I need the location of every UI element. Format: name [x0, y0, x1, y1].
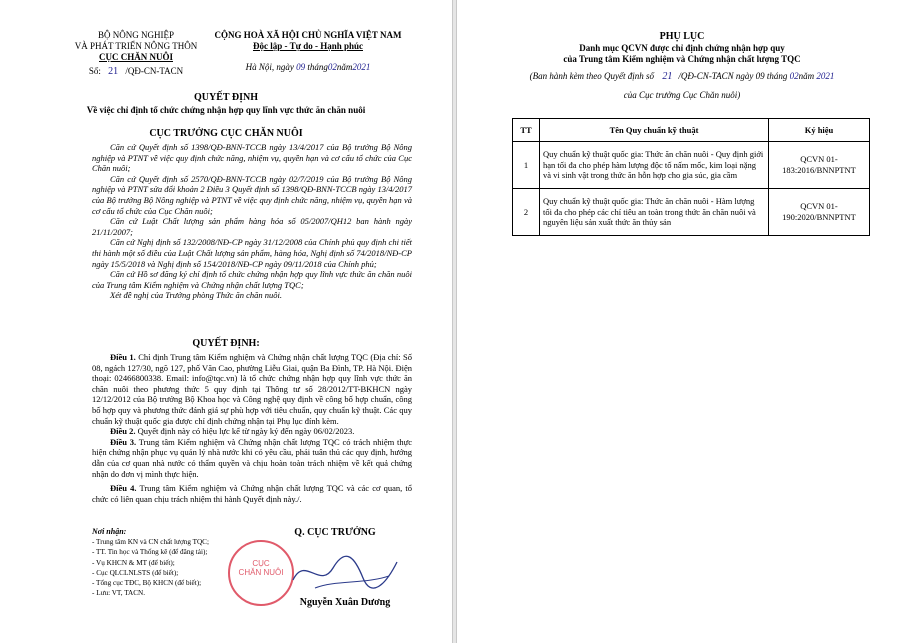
decide-heading: QUYẾT ĐỊNH: [192, 338, 260, 349]
basis-item: Căn cứ Quyết định số 2570/QĐ-BNN-TCCB ngày 02/7/2019 của Bộ trưởng Bộ Nông nghiệp và PTNT sửa đổi khoản 2 Điều 3 Quyết định số 1398/QĐ-BNN-TCCB ngày 13/4/2017 của Bộ trưởng Bộ Nông nghiệp và PTNT về việc quy định chức năng, nhiệm vụ, quyền hạn và cơ cấu tổ chức của Cục Chăn nuôi; [92, 173, 412, 216]
row-name: Quy chuẩn kỹ thuật quốc gia: Thức ăn chăn nuôi - Quy định giới hạn tối đa cho phép hàm lượng độc tố nấm mốc, kim loại nặng và vi sinh vật trong thức ăn hỗn hợp cho gia súc, gia cầm [540, 142, 769, 189]
recipient-item: - TT. Tin học và Thống kê (để đăng tải); [92, 548, 208, 557]
signer-title: Q. CỤC TRƯỞNG [294, 527, 376, 538]
row-code: QCVN 01-190:2020/BNNPTNT [769, 189, 870, 236]
basis-item: Căn cứ Hồ sơ đăng ký chỉ định tổ chức chứng nhận hợp quy lĩnh vực thức ăn chăn nuôi của Trung tâm Kiểm nghiệm và Chứng nhận chất lượng TQC; [92, 269, 412, 290]
table-row [513, 189, 870, 236]
article-4: Điều 4. Trung tâm Kiểm nghiệm và Chứng nhận chất lượng TQC và các cơ quan, tổ chức có liên quan chịu trách nhiệm thi hành Quyết định này./. [92, 483, 412, 504]
nation-title: CỘNG HOÀ XÃ HỘI CHỦ NGHĨA VIỆT NAM [214, 30, 402, 40]
motto: Độc lập - Tự do - Hạnh phúc [252, 41, 363, 51]
signer-name: Nguyễn Xuân Dương [299, 597, 391, 608]
col-header-tt: TT [513, 119, 540, 142]
recipient-item: - Trung tâm KN và CN chất lượng TQC; [92, 538, 209, 547]
article-1: Điều 1. Chỉ định Trung tâm Kiểm nghiệm và Chứng nhận chất lượng TQC (Địa chỉ: Số 08, ngách 127/30, ngõ 127, phố Văn Cao, phường Liễu Giai, quận Ba Đình, TP. Hà Nội. Điện thoại: 02466800338. Email: info@tqc.vn) là tổ chức chứng nhận hợp quy lĩnh vực thức ăn chăn nuôi theo phương thức 5 quy định tại Thông tư số 28/2012/TT-BKHCN ngày 12/12/2012 của Bộ trưởng Bộ Khoa học và Công nghệ quy định về công bố hợp chuẩn, công bố hợp quy và phương thức đánh giá sự phù hợp với tiêu chuẩn, quy chuẩn kỹ thuật. Các quy chuẩn kỹ thuật quốc gia được chỉ định chứng nhận tại Phụ lục đính kèm. [92, 352, 412, 426]
nation-block [198, 30, 418, 73]
recipient-item: - Tổng cục TĐC, Bộ KHCN (để biết); [92, 579, 202, 588]
legal-bases [92, 142, 412, 301]
col-header-code: Ký hiệu [769, 119, 870, 142]
row-tt: 2 [513, 189, 540, 236]
basis-item: Căn cứ Nghị định số 132/2008/NĐ-CP ngày 31/12/2008 của Chính phủ quy định chi tiết thi hành một số điều của Luật Chất lượng sản phẩm, hàng hóa, Nghị định số 74/2018/NĐ-CP ngày 15/5/2018 và Nghị định số 154/2018/NĐ-CP ngày 09/11/2018 của Chính phủ; [92, 237, 412, 269]
row-code: QCVN 01-183:2016/BNNPTNT [769, 142, 870, 189]
col-header-name: Tên Quy chuẩn kỹ thuật [540, 119, 769, 142]
row-tt: 1 [513, 142, 540, 189]
decision-date: Hà Nội, ngày 09 tháng02năm2021 [245, 62, 371, 72]
recipients-title: Nơi nhận: [92, 527, 127, 536]
articles [92, 352, 412, 504]
decision-number: Số: 21 /QĐ-CN-TACN [88, 66, 184, 77]
basis-item: Xét đề nghị của Trưởng phòng Thức ăn chăn nuôi. [110, 290, 282, 301]
basis-item: Căn cứ Luật Chất lượng sản phẩm hàng hóa số 05/2007/QH12 ban hành ngày 21/11/2007; [92, 216, 412, 237]
authority-title: CỤC TRƯỞNG CỤC CHĂN NUÔI [149, 128, 303, 139]
table-header-row [513, 119, 870, 142]
signature-scribble [285, 550, 405, 595]
decision-number-value: 21 [108, 66, 119, 77]
agency-line1: BỘ NÔNG NGHIỆP [98, 30, 174, 40]
doc-subject: Về việc chỉ định tổ chức chứng nhận hợp quy lĩnh vực thức ăn chăn nuôi [86, 105, 366, 115]
table-row [513, 142, 870, 189]
row-name: Quy chuẩn kỹ thuật quốc gia: Thức ăn chăn nuôi - Hàm lượng tối đa cho phép các chỉ tiêu an toàn trong thức ăn chăn nuôi và nguyên liệu sản xuất thức ăn thủy sản [540, 189, 769, 236]
agency-line2: VÀ PHÁT TRIỂN NÔNG THÔN [74, 41, 198, 51]
recipient-item: - Lưu: VT, TACN. [92, 589, 146, 598]
appendix-page [456, 0, 906, 643]
article-3: Điều 3. Trung tâm Kiểm nghiệm và Chứng nhận chất lượng TQC có trách nhiệm thực hiện chứng nhận phục vụ quản lý nhà nước khi có yêu cầu, phải tuân thủ các quy định, hướng dẫn của cơ quan nhà nước có thẩm quyền và chịu hoàn toàn trách nhiệm về kết quả chứng nhận do đơn vị mình thực hiện. [92, 436, 412, 479]
basis-item: Căn cứ Quyết định số 1398/QĐ-BNN-TCCB ngày 13/4/2017 của Bộ trưởng Bộ Nông nghiệp và PTNT về việc quy định chức năng, nhiệm vụ, quyền hạn và cơ cấu tổ chức của Cục Chăn nuôi; [92, 142, 412, 174]
agency-block [50, 30, 222, 77]
appendix-issuer: của Cục trưởng Cục Chăn nuôi) [623, 90, 741, 100]
recipient-item: - Vụ KHCN & MT (để biết); [92, 558, 175, 567]
appendix-subtitle-2: của Trung tâm Kiểm nghiệm và Chứng nhận chất lượng TQC [563, 54, 801, 64]
qcvn-table [512, 118, 870, 236]
appendix-issuance: (Ban hành kèm theo Quyết định số 21 /QĐ-CN-TACN ngày 09 tháng 02năm 2021 [529, 71, 835, 82]
official-stamp: CỤC CHĂN NUÔI [228, 540, 294, 606]
agency-name: CỤC CHĂN NUÔI [99, 52, 173, 62]
appendix-subtitle-1: Danh mục QCVN được chỉ định chứng nhận hợp quy [579, 43, 785, 53]
appendix-title: PHỤ LỤC [659, 31, 705, 42]
recipient-item: - Cục QLCLNLSTS (để biết); [92, 568, 179, 577]
doc-type: QUYẾT ĐỊNH [194, 92, 258, 103]
article-2: Điều 2. Quyết định này có hiệu lực kể từ ngày ký đến ngày 06/02/2023. [110, 426, 355, 437]
